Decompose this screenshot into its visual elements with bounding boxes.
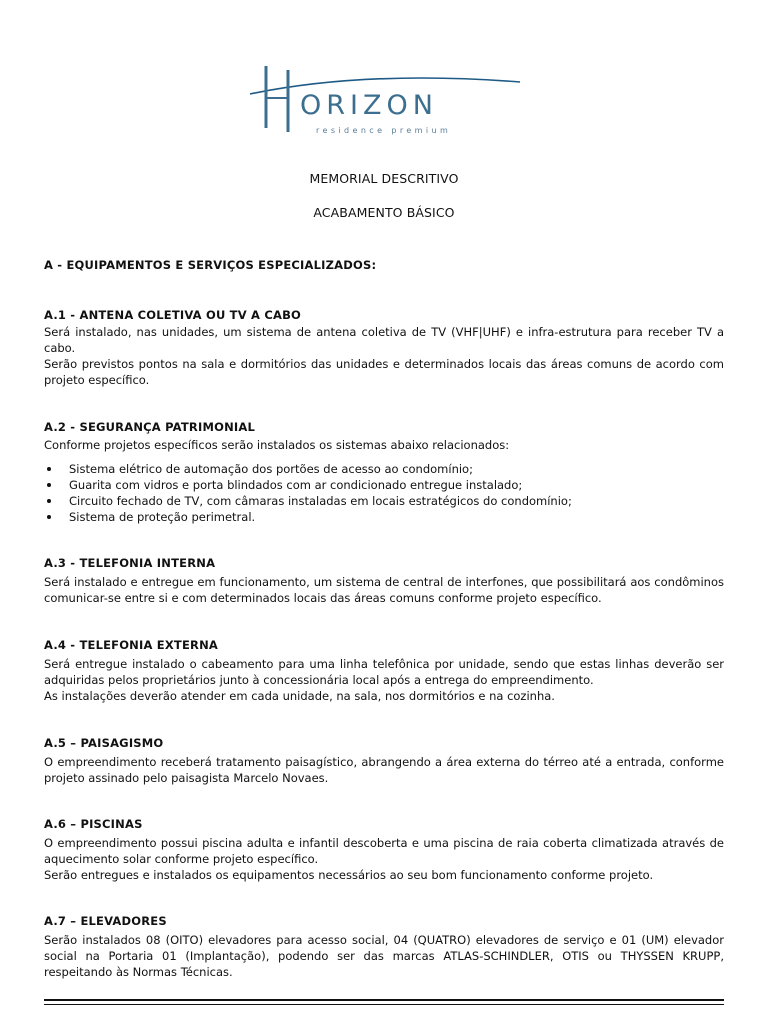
subsection-heading: A.3 - TELEFONIA INTERNA [44,556,216,570]
subsection-heading: A.1 - ANTENA COLETIVA OU TV A CABO [44,308,302,322]
subsection-body [44,754,724,786]
subsection-heading: A.4 - TELEFONIA EXTERNA [44,638,218,652]
bullet-icon [47,515,51,519]
document-subtitle: ACABAMENTO BÁSICO [313,205,455,220]
subsection-body [44,574,724,606]
list-item [44,477,724,493]
subsection-body [44,324,724,388]
list-item-text: Circuito fechado de TV, com câmaras instaladas em locais estratégicos do condomínio; [69,494,572,508]
subsection-heading: A.5 – PAISAGISMO [44,736,164,750]
logo-word: ORIZON [300,90,438,121]
list-item-text: Sistema elétrico de automação dos portões de acesso ao condomínio; [69,462,473,476]
logo-tagline: residence premium [316,126,452,135]
paragraph: O empreendimento receberá tratamento paisagístico, abrangendo a área externa do térreo até a entrada, conforme projeto assinado pelo paisagista Marcelo Novaes. [44,755,724,785]
paragraph: Será instalado, nas unidades, um sistema de antena coletiva de TV (VHF|UHF) e infra-estrutura para receber TV a cabo. [44,325,724,355]
list-item-text: Guarita com vidros e porta blindados com ar condicionado entregue instalado; [69,478,523,492]
paragraph: Serão entregues e instalados os equipamentos necessários ao seu bom funcionamento conforme projeto. [44,868,654,882]
bullet-icon [47,467,51,471]
subsection-heading: A.2 - SEGURANÇA PATRIMONIAL [44,420,256,434]
paragraph: Conforme projetos específicos serão instalados os sistemas abaixo relacionados: [44,438,510,452]
document-title: MEMORIAL DESCRITIVO [309,171,459,186]
subsection-body [44,835,724,883]
list-item [44,461,724,477]
subsection-body [44,437,724,453]
subsection-heading: A.6 – PISCINAS [44,817,143,831]
section-heading: A - EQUIPAMENTOS E SERVIÇOS ESPECIALIZADOS: [44,258,377,272]
horizon-logo [246,60,524,138]
paragraph: O empreendimento possui piscina adulta e infantil descoberta e uma piscina de raia coberta climatizada através de aquecimento solar conforme projeto específico. [44,836,724,866]
footer-divider [44,1004,724,1005]
subsection-body [44,656,724,704]
footer-divider [44,999,724,1001]
horizon-logo-mark [246,60,524,138]
subsection-heading: A.7 – ELEVADORES [44,914,167,928]
subsection-body [44,932,724,980]
paragraph: Serão instalados 08 (OITO) elevadores para acesso social, 04 (QUATRO) elevadores de serviço e 01 (UM) elevador social na Portaria 01 (Implantação), podendo ser das marcas ATLAS-SCHINDLER, OTIS ou THYSSEN KRUPP, respeitando às Normas Técnicas. [44,933,724,979]
paragraph: Será entregue instalado o cabeamento para uma linha telefônica por unidade, sendo que estas linhas deverão ser adquiridas pelos proprietários junto à concessionária local após a entrega do empreendimento. [44,657,724,687]
list-item [44,493,724,509]
bullet-icon [47,499,51,503]
list-item [44,509,724,525]
paragraph: Serão previstos pontos na sala e dormitórios das unidades e determinados locais das áreas comuns de acordo com projeto específico. [44,357,724,387]
bullet-list [44,461,724,525]
bullet-icon [47,483,51,487]
list-item-text: Sistema de proteção perimetral. [69,510,256,524]
paragraph: Será instalado e entregue em funcionamento, um sistema de central de interfones, que possibilitará aos condôminos comunicar-se entre si e com determinados locais das áreas comuns conforme projeto específico. [44,575,724,605]
paragraph: As instalações deverão atender em cada unidade, na sala, nos dormitórios e na cozinha. [44,689,555,703]
